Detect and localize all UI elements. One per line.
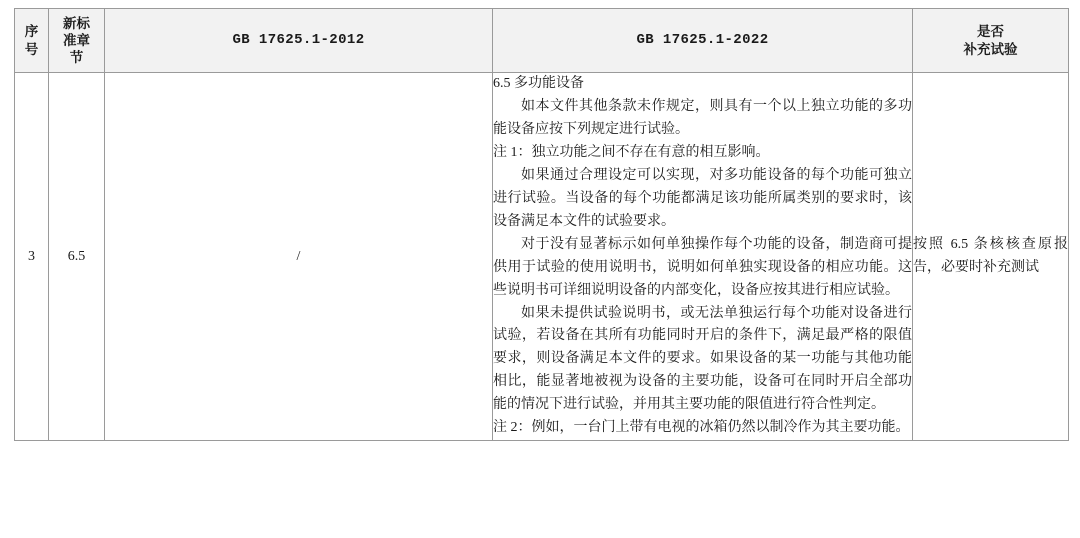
table-row bbox=[15, 73, 1069, 441]
column-header-supplement-line2: 补充试验 bbox=[963, 41, 1018, 57]
column-header-section bbox=[49, 9, 105, 73]
cell-section: 6.5 bbox=[49, 73, 105, 441]
cell-old-standard: / bbox=[105, 73, 493, 441]
new-paragraph-2: 注 1：独立功能之间不存在有意的相互影响。 bbox=[493, 144, 770, 160]
new-paragraph-5: 如果未提供试验说明书，或无法单独运行每个功能对设备进行试验，若设备在其所有功能同时开启的条件下，满足最严格的限值要求，则设备满足本文件的要求。如果设备的某一功能与其他功能相比，能显著地被视为设备的主要功能，设备可在同时开启全部功能的情况下进行试验，并用其主要功能的限值进行符合性判定。 bbox=[493, 305, 912, 413]
column-header-supplement-line1: 是否 bbox=[977, 24, 1004, 40]
column-header-sequence bbox=[15, 9, 49, 73]
column-header-sequence-line2: 号 bbox=[24, 41, 39, 57]
new-paragraph-6: 注 2：例如，一台门上带有电视的冰箱仍然以制冷作为其主要功能。 bbox=[493, 420, 910, 436]
column-header-section-line2: 准章 bbox=[63, 32, 90, 48]
cell-sequence: 3 bbox=[15, 73, 49, 441]
column-header-old-standard: GB 17625.1-2012 bbox=[105, 9, 493, 73]
table-header-row bbox=[15, 9, 1069, 73]
new-paragraph-4: 对于没有显著标示如何单独操作每个功能的设备，制造商可提供用于试验的使用说明书，说明如何单独实现设备的相应功能。这些说明书可详细说明设备的内部变化，设备应按其进行相应试验。 bbox=[493, 236, 912, 298]
cell-supplement: 按照 6.5 条核核查原报告，必要时补充测试 bbox=[913, 73, 1069, 441]
table-body bbox=[15, 73, 1069, 441]
cell-new-standard bbox=[493, 73, 913, 441]
column-header-new-standard: GB 17625.1-2022 bbox=[493, 9, 913, 73]
new-paragraph-0: 6.5 多功能设备 bbox=[493, 76, 584, 91]
column-header-supplement bbox=[913, 9, 1069, 73]
standard-comparison-table bbox=[14, 8, 1069, 441]
column-header-section-line3: 节 bbox=[69, 50, 84, 66]
column-header-sequence-line1: 序 bbox=[24, 24, 39, 40]
table-header bbox=[15, 9, 1069, 73]
new-paragraph-3: 如果通过合理设定可以实现，对多功能设备的每个功能可独立进行试验。当设备的每个功能都满足该功能所属类别的要求时，该设备满足本文件的试验要求。 bbox=[493, 167, 912, 229]
new-paragraph-1: 如本文件其他条款未作规定，则具有一个以上独立功能的多功能设备应按下列规定进行试验。 bbox=[493, 98, 912, 137]
column-header-section-line1: 新标 bbox=[63, 15, 90, 31]
